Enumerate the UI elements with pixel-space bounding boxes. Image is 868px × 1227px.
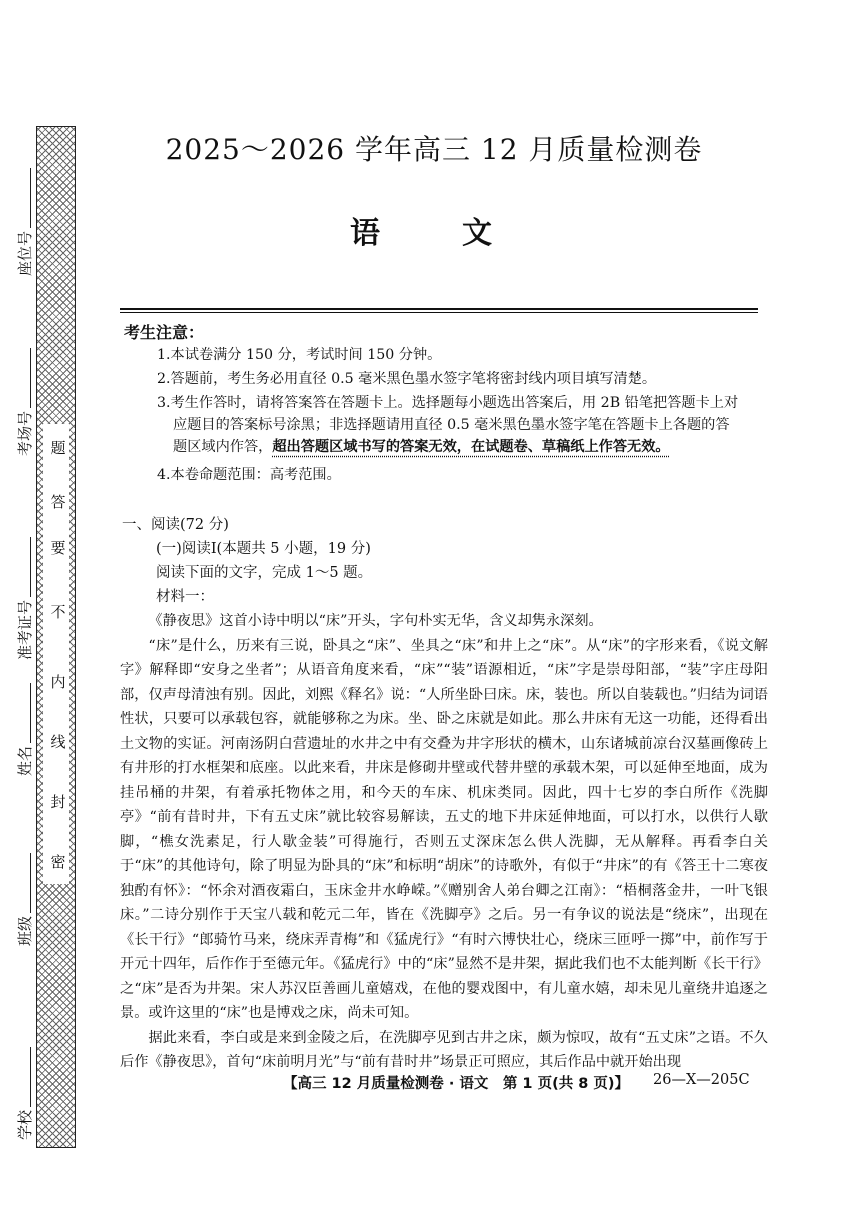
seal-char: 密 (50, 853, 66, 871)
seal-char: 线 (50, 733, 66, 751)
paragraph: “床”是什么，历来有三说，卧具之“床”、坐具之“床”和井上之“床”。从“床”的字形来看，《说文解字》解释即“安身之坐者”；从语音角度来看，“床”“装”语源相近，“床”字是崇母阳部，“装”字庄母阳部，仅声母清浊有别。因此，刘熙《释名》说：“人所坐卧曰床。床，装也。所以自装载也。”归结为词语性状，只要可以承载包容，就能够称之为床。坐、卧之床就是如此。那么井床有无这一功能，还得看出土文物的实证。河南汤阴白营遗址的水井之中有交叠为井字形状的横木，山东诸城前凉台汉墓画像砖上有井形的打水框架和底座。以此来看，井床是修砌井壁或代替井壁的承载木架，可以延伸至地面，成为挂吊桶的井架，有着承托物体之用，和今天的车床、机床类同。因此，四十七岁的李白所作《洗脚亭》“前有昔时井，下有五丈床”就比较容易解读，五丈的地下井床延伸地面，可以打水，以供行人歇脚，“樵女洗素足，行人歇金装”可得施行，否则五丈深床怎么供人洗脚，无从解释。再看李白关于“床”的其他诗句，除了明显为卧具的“床”和标明“胡床”的诗歌外，有似于“井床”的有《答王十二寒夜独酌有怀》：“怀余对酒夜霜白，玉床金井水峥嵘。”《赠别舍人弟台卿之江南》：“梧桐落金井，一叶飞银床。”二诗分别作于天宝八载和乾元二年，皆在《洗脚亭》之后。另一有争议的说法是“绕床”，出现在《长干行》“郎骑竹马来，绕床弄青梅”和《猛虎行》“有时六博快壮心，绕床三匝呼一掷”中，前作写于开元十四年，后作作于至德元年。《猛虎行》中的“床”显然不是井架，据此我们也不太能判断《长干行》之“床”是否为井架。宋人苏汉臣善画儿童嬉戏，在他的婴戏图中，有儿童水嬉，却未见儿童绕井追逐之景。或许这里的“床”也是博戏之床，尚未可知。 (120, 637, 768, 1021)
material-label: 材料一： (156, 589, 214, 605)
header-rule-thin (120, 312, 758, 313)
notice-item: 题区域内作答，超出答题区域书写的答案无效，在试题卷、草稿纸上作答无效。 (173, 439, 670, 455)
notice-item: 3.考生作答时，请将答案答在答题卡上。选择题每小题选出答案后，用 2B 铅笔把答题卡上对 (157, 395, 739, 411)
seal-char: 题 (50, 439, 66, 457)
seal-char: 不 (50, 603, 66, 621)
class-blank (20, 853, 31, 913)
notice-item: 4.本卷命题范围：高考范围。 (157, 467, 341, 483)
room-field: 考场号 (14, 348, 35, 456)
subject-title: 语 文 (350, 216, 518, 251)
notice-heading: 考生注意： (124, 323, 205, 342)
notice-item: 2.答题前，考生务必用直径 0.5 毫米黑色墨水签字笔将密封线内项目填写清楚。 (157, 371, 657, 387)
seal-char: 封 (50, 793, 66, 811)
notice-emphasis: 超出答题区域书写的答案无效，在试题卷、草稿纸上作答无效。 (272, 439, 670, 455)
part-heading: 一、阅读(72 分) (122, 517, 229, 533)
header-rule (120, 308, 758, 310)
room-blank (20, 348, 31, 408)
seat-field: 座位号 (14, 168, 35, 276)
page-footer: 【高三 12 月质量检测卷 · 语文 第 1 页(共 8 页)】 (283, 1076, 630, 1092)
instruction: 阅读下面的文字，完成 1～5 题。 (156, 565, 373, 581)
name-field: 姓名 (14, 683, 35, 776)
notice-item: 应题目的答案标号涂黑；非选择题请用直径 0.5 毫米黑色墨水签字笔在答题卡上各题的答 (173, 417, 730, 433)
paragraph: 据此来看，李白或是来到金陵之后，在洗脚亭见到古井之床，颇为惊叹，故有“五丈床”之语。不久后作《静夜思》，首句“床前明月光”与“前有昔时井”场景正可照应，其后作品中就开始出现 (120, 1029, 768, 1070)
ticket-blank (20, 537, 31, 597)
ticket-field: 准考证号 (14, 537, 35, 660)
school-field: 学校 (14, 1047, 35, 1140)
name-blank (20, 683, 31, 743)
seal-char: 要 (50, 539, 66, 557)
notice-item: 1.本试卷满分 150 分，考试时间 150 分钟。 (157, 347, 442, 363)
passage (120, 609, 768, 1075)
seal-char: 答 (50, 493, 66, 511)
exam-title: 2025～2026 学年高三 12 月质量检测卷 (165, 133, 703, 166)
paper-code: 26—X—205C (653, 1072, 750, 1088)
class-field: 班级 (14, 853, 35, 946)
seal-char: 内 (50, 673, 66, 691)
school-blank (20, 1047, 31, 1107)
paragraph: 《静夜思》这首小诗中明以“床”开头，字句朴实无华，含义却隽永深刻。 (148, 613, 603, 629)
sub-heading: (一)阅读Ⅰ(本题共 5 小题，19 分) (156, 541, 371, 557)
